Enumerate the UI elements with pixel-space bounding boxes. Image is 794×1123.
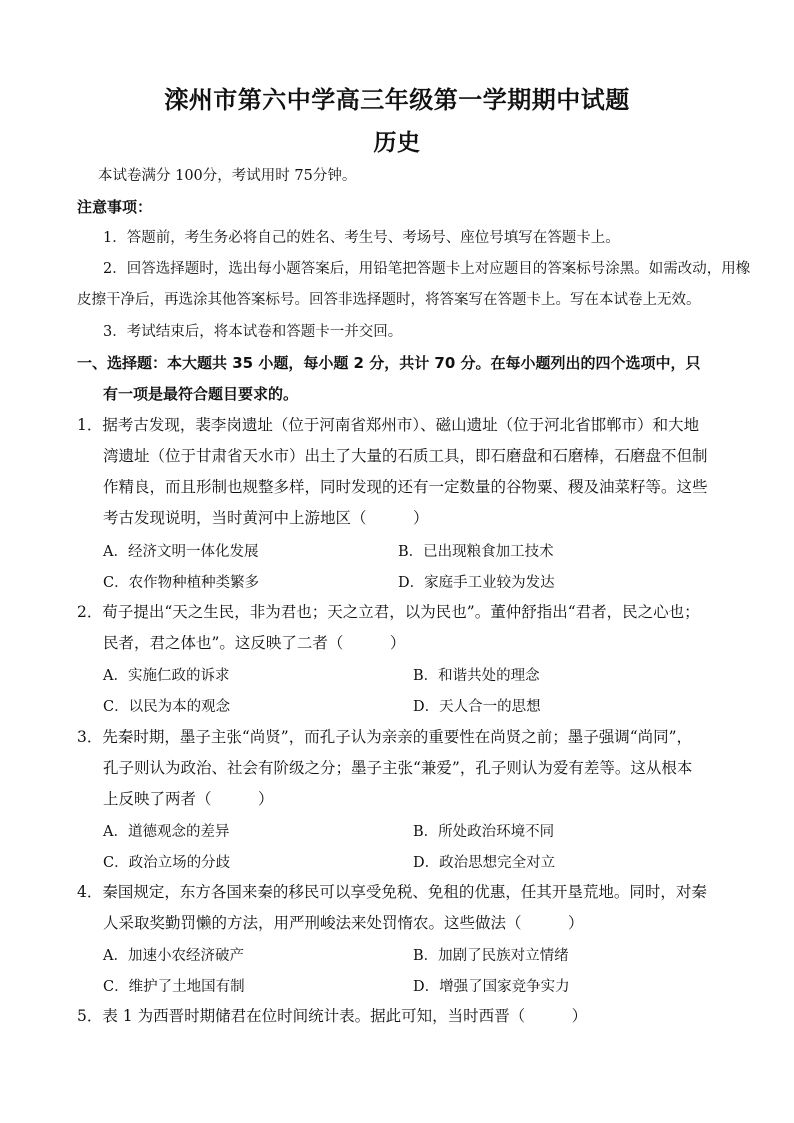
question-3-line-3: 上反映了两者（ ） <box>103 790 274 808</box>
question-2-option-c[interactable]: C．以民为本的观念 <box>103 699 231 715</box>
exam-title: 滦州市第六中学高三年级第一学期期中试题 <box>164 86 630 114</box>
subject-title: 历史 <box>373 130 421 156</box>
question-3-option-a[interactable]: A．道德观念的差异 <box>103 824 230 840</box>
question-2-line-2: 民者，君之体也”。这反映了二者（ ） <box>103 634 406 652</box>
question-1-option-d[interactable]: D．家庭手工业较为发达 <box>398 575 555 591</box>
question-1-option-c[interactable]: C．农作物种植种类繁多 <box>103 575 260 591</box>
question-3-option-b[interactable]: B．所处政治环境不同 <box>413 824 555 840</box>
note-2-line-2: 皮擦干净后，再选涂其他答案标号。回答非选择题时，将答案写在答题卡上。写在本试卷上无效。 <box>77 292 701 308</box>
question-4-line-1: 4．秦国规定，东方各国来秦的移民可以享受免税、免租的优惠，任其开垦荒地。同时，对秦 <box>77 883 707 901</box>
question-1-option-b[interactable]: B．已出现粮食加工技术 <box>398 544 554 560</box>
question-4-option-d[interactable]: D．增强了国家竞争实力 <box>413 979 570 995</box>
question-3-option-c[interactable]: C．政治立场的分歧 <box>103 855 231 871</box>
question-4-option-a[interactable]: A．加速小农经济破产 <box>103 948 244 964</box>
question-5-line-1: 5．表 1 为西晋时期储君在位时间统计表。据此可知，当时西晋（ ） <box>77 1007 588 1025</box>
question-3-line-1: 3．先秦时期，墨子主张“尚贤”，而孔子认为亲亲的重要性在尚贤之前；墨子强调“尚同”， <box>77 728 693 746</box>
notes-heading: 注意事项： <box>77 198 153 216</box>
section-heading-line-1: 一、选择题：本大题共 35 小题，每小题 2 分，共计 70 分。在每小题列出的四个选项中，只 <box>77 354 701 372</box>
question-1-option-a[interactable]: A．经济文明一体化发展 <box>103 544 259 560</box>
question-2-option-d[interactable]: D．天人合一的思想 <box>413 699 541 715</box>
question-1-line-2: 湾遗址（位于甘肃省天水市）出土了大量的石质工具，即石磨盘和石磨棒，石磨盘不但制 <box>103 447 708 465</box>
question-1-line-4: 考古发现说明，当时黄河中上游地区（ ） <box>103 509 429 527</box>
note-2-line-1: 2．回答选择题时，选出每小题答案后，用铅笔把答题卡上对应题目的答案标号涂黑。如需改动，用橡 <box>103 261 751 277</box>
question-1-line-1: 1．据考古发现，裴李岗遗址（位于河南省郑州市）、磁山遗址（位于河北省邯郸市）和大地 <box>77 416 700 434</box>
question-2-option-a[interactable]: A．实施仁政的诉求 <box>103 668 230 684</box>
score-time-note: 本试卷满分 100分，考试用时 75分钟。 <box>98 168 357 184</box>
section-heading-line-2: 有一项是最符合题目要求的。 <box>103 385 299 403</box>
question-2-line-1: 2．荀子提出“天之生民，非为君也；天之立君，以为民也”。董仲舒指出“君者，民之心也； <box>77 603 700 621</box>
question-4-line-2: 人采取奖勤罚懒的方法，用严刑峻法来处罚惰农。这些做法（ ） <box>103 914 584 932</box>
question-3-line-2: 孔子则认为政治、社会有阶级之分；墨子主张“兼爱”，孔子则认为爱有差等。这从根本 <box>103 759 693 777</box>
question-4-option-c[interactable]: C．维护了土地国有制 <box>103 979 245 995</box>
note-3: 3．考试结束后，将本试卷和答题卡一并交回。 <box>103 324 403 340</box>
question-1-line-3: 作精良，而且形制也规整多样，同时发现的还有一定数量的谷物粟、稷及油菜籽等。这些 <box>103 478 708 496</box>
question-3-option-d[interactable]: D．政治思想完全对立 <box>413 855 556 871</box>
question-4-option-b[interactable]: B．加剧了民族对立情绪 <box>413 948 569 964</box>
note-1: 1．答题前，考生务必将自己的姓名、考生号、考场号、座位号填写在答题卡上。 <box>103 230 620 246</box>
question-2-option-b[interactable]: B．和谐共处的理念 <box>413 668 540 684</box>
